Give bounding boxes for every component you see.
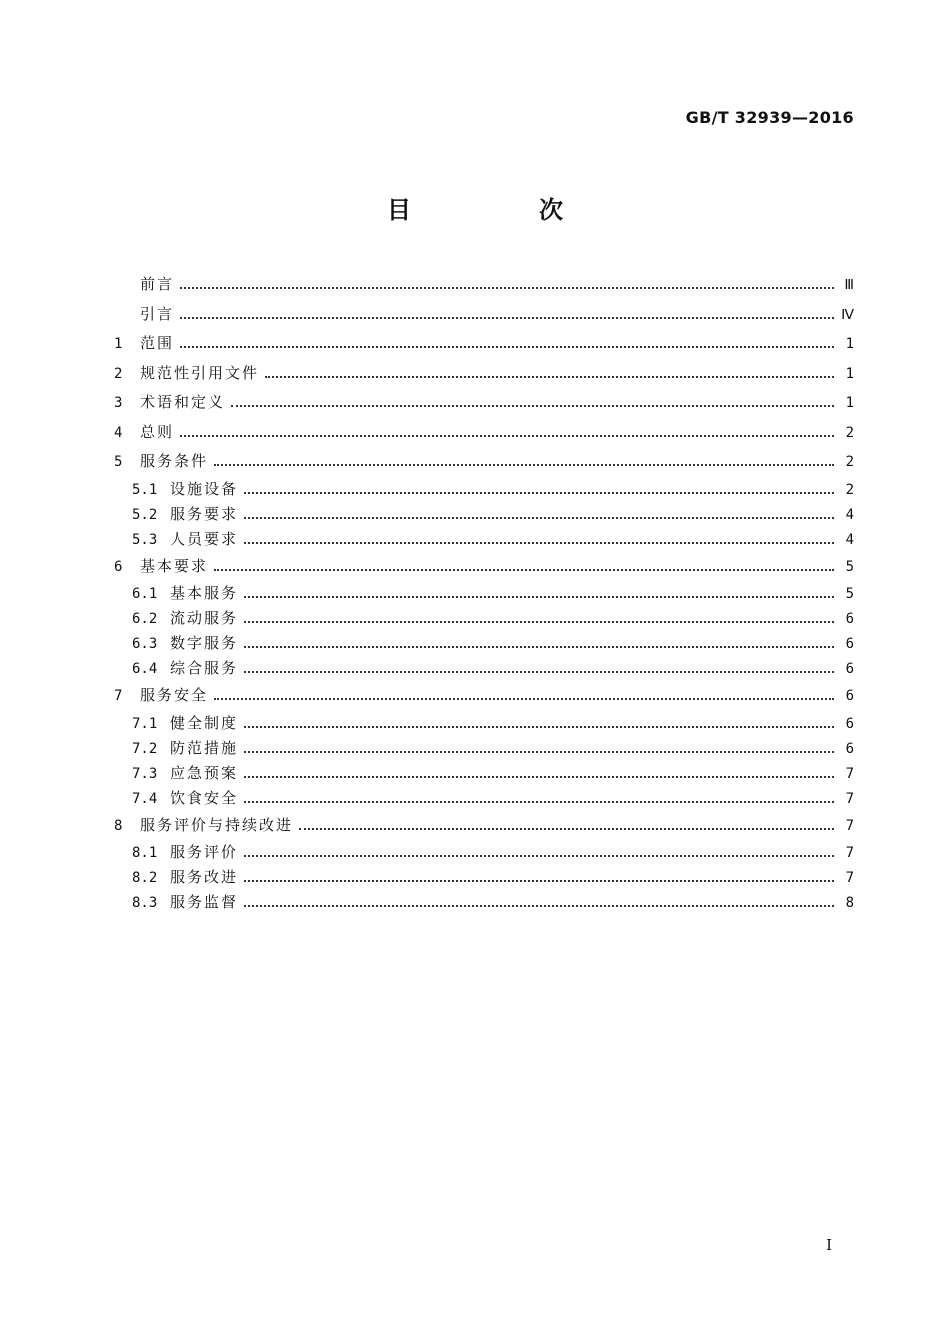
toc-dot-leader bbox=[244, 516, 834, 519]
toc-entry[interactable] bbox=[114, 581, 854, 606]
toc-entry-label: 基本要求 bbox=[140, 556, 209, 575]
toc-dot-leader bbox=[244, 854, 834, 857]
toc-dot-leader bbox=[244, 541, 834, 544]
toc-entry-label: 应急预案 bbox=[170, 763, 239, 782]
toc-entry-page: 1 bbox=[845, 336, 854, 352]
toc-entry[interactable] bbox=[114, 631, 854, 656]
page-title: 目 次 bbox=[387, 196, 615, 224]
toc-entry-number: 1 bbox=[114, 336, 123, 352]
toc-entry-number: 6.2 bbox=[132, 611, 158, 627]
toc-dot-leader bbox=[180, 286, 834, 289]
toc-entry-number: 7.4 bbox=[132, 790, 158, 807]
toc-dot-leader bbox=[244, 645, 834, 648]
toc-entry-label: 服务监督 bbox=[170, 893, 239, 911]
toc-entry-label: 术语和定义 bbox=[140, 393, 226, 411]
toc-entry-label: 服务条件 bbox=[140, 452, 209, 470]
toc-entry-label: 服务安全 bbox=[140, 686, 209, 704]
toc-entry-page: 6 bbox=[845, 715, 854, 732]
toc-entry-label: 设施设备 bbox=[170, 479, 239, 498]
toc-entry-label: 综合服务 bbox=[170, 659, 239, 677]
toc-entry-label: 基本服务 bbox=[170, 584, 239, 602]
toc-entry-page: 7 bbox=[845, 790, 854, 807]
toc-entry[interactable] bbox=[114, 477, 854, 502]
toc-entry[interactable] bbox=[114, 502, 854, 527]
toc-entry[interactable] bbox=[114, 811, 854, 841]
toc-entry-number: 7.3 bbox=[132, 765, 158, 782]
table-of-contents bbox=[114, 270, 854, 915]
toc-entry-page: 6 bbox=[845, 611, 854, 627]
toc-entry[interactable] bbox=[114, 890, 854, 915]
toc-entry[interactable] bbox=[114, 359, 854, 389]
toc-dot-leader bbox=[244, 620, 834, 623]
toc-dot-leader bbox=[214, 697, 834, 700]
toc-dot-leader bbox=[180, 316, 834, 319]
toc-dot-leader bbox=[244, 775, 834, 778]
toc-entry-label: 防范措施 bbox=[170, 738, 239, 757]
toc-entry-page: 2 bbox=[845, 454, 854, 470]
toc-entry-number: 8.2 bbox=[132, 870, 158, 886]
toc-dot-leader bbox=[180, 345, 834, 348]
toc-dot-leader bbox=[299, 827, 834, 830]
toc-entry-page: 1 bbox=[845, 365, 854, 382]
toc-entry[interactable] bbox=[114, 786, 854, 811]
toc-entry-page: 7 bbox=[845, 765, 854, 782]
toc-entry-number: 3 bbox=[114, 395, 123, 411]
toc-entry-number: 6 bbox=[114, 558, 123, 575]
toc-entry-page: 6 bbox=[845, 661, 854, 677]
toc-dot-leader bbox=[244, 670, 834, 673]
toc-entry[interactable] bbox=[114, 736, 854, 761]
toc-dot-leader bbox=[244, 725, 834, 728]
toc-entry-page: 1 bbox=[845, 395, 854, 411]
toc-entry-number: 7 bbox=[114, 688, 123, 704]
toc-dot-leader bbox=[244, 491, 834, 494]
toc-entry-label: 引言 bbox=[140, 304, 175, 323]
toc-entry-number: 6.1 bbox=[132, 586, 158, 602]
toc-entry-label: 前言 bbox=[140, 275, 175, 293]
toc-entry-page: Ⅲ bbox=[844, 277, 854, 293]
toc-entry[interactable] bbox=[114, 527, 854, 552]
toc-entry-label: 服务评价与持续改进 bbox=[140, 815, 294, 834]
toc-dot-leader bbox=[244, 750, 834, 753]
toc-dot-leader bbox=[214, 568, 834, 571]
toc-entry-number: 7.1 bbox=[132, 715, 158, 732]
toc-entry-page: 7 bbox=[845, 870, 854, 886]
toc-dot-leader bbox=[244, 800, 834, 803]
toc-entry-number: 5.3 bbox=[132, 531, 158, 548]
toc-dot-leader bbox=[265, 375, 834, 378]
toc-entry-page: 5 bbox=[845, 558, 854, 575]
toc-entry-number: 5 bbox=[114, 454, 123, 470]
toc-entry-page: 8 bbox=[845, 895, 854, 911]
toc-entry-page: 7 bbox=[845, 817, 854, 834]
toc-entry[interactable] bbox=[114, 761, 854, 786]
toc-dot-leader bbox=[180, 434, 834, 437]
toc-entry[interactable] bbox=[114, 447, 854, 477]
toc-entry[interactable] bbox=[114, 418, 854, 448]
toc-entry-number: 5.2 bbox=[132, 506, 158, 523]
toc-entry-label: 饮食安全 bbox=[170, 788, 239, 807]
toc-entry-number: 4 bbox=[114, 424, 123, 441]
document-code: GB/T 32939—2016 bbox=[685, 108, 854, 127]
toc-entry-label: 健全制度 bbox=[170, 713, 239, 732]
toc-entry[interactable] bbox=[114, 681, 854, 711]
toc-entry[interactable] bbox=[114, 656, 854, 681]
toc-dot-leader bbox=[244, 904, 834, 907]
toc-entry-number: 6.4 bbox=[132, 661, 158, 677]
toc-entry[interactable] bbox=[114, 329, 854, 359]
toc-dot-leader bbox=[244, 595, 834, 598]
toc-entry-label: 服务要求 bbox=[170, 504, 239, 523]
page-number: I bbox=[826, 1236, 832, 1254]
toc-entry-page: 6 bbox=[845, 740, 854, 757]
toc-entry[interactable] bbox=[114, 552, 854, 582]
toc-dot-leader bbox=[214, 463, 834, 466]
toc-entry-label: 总则 bbox=[140, 422, 175, 441]
toc-entry-page: 4 bbox=[845, 531, 854, 548]
toc-entry-page: 2 bbox=[845, 481, 854, 498]
toc-entry-page: 2 bbox=[845, 424, 854, 441]
toc-entry-page: 5 bbox=[845, 586, 854, 602]
toc-entry-page: 4 bbox=[845, 506, 854, 523]
toc-entry[interactable] bbox=[114, 270, 854, 300]
toc-entry-number: 7.2 bbox=[132, 740, 158, 757]
toc-entry-number: 8.1 bbox=[132, 845, 158, 861]
toc-entry-number: 8 bbox=[114, 817, 123, 834]
toc-entry[interactable] bbox=[114, 840, 854, 865]
toc-entry-number: 5.1 bbox=[132, 481, 158, 498]
toc-entry-label: 服务评价 bbox=[170, 843, 239, 861]
toc-entry-label: 数字服务 bbox=[170, 634, 239, 652]
toc-entry[interactable] bbox=[114, 865, 854, 890]
toc-entry-label: 范围 bbox=[140, 334, 175, 352]
toc-entry-page: Ⅳ bbox=[841, 306, 854, 323]
toc-entry-number: 8.3 bbox=[132, 895, 158, 911]
toc-entry-label: 流动服务 bbox=[170, 609, 239, 627]
toc-entry-label: 规范性引用文件 bbox=[140, 363, 260, 382]
toc-entry-page: 6 bbox=[845, 636, 854, 652]
toc-dot-leader bbox=[244, 879, 834, 882]
toc-entry-page: 6 bbox=[845, 688, 854, 704]
toc-entry[interactable] bbox=[114, 711, 854, 736]
toc-entry-number: 6.3 bbox=[132, 636, 158, 652]
toc-entry-label: 服务改进 bbox=[170, 868, 239, 886]
toc-entry-label: 人员要求 bbox=[170, 529, 239, 548]
toc-entry[interactable] bbox=[114, 606, 854, 631]
toc-entry-number: 2 bbox=[114, 365, 123, 382]
toc-dot-leader bbox=[231, 404, 834, 407]
toc-entry-page: 7 bbox=[845, 845, 854, 861]
toc-entry[interactable] bbox=[114, 388, 854, 418]
toc-entry[interactable] bbox=[114, 300, 854, 330]
